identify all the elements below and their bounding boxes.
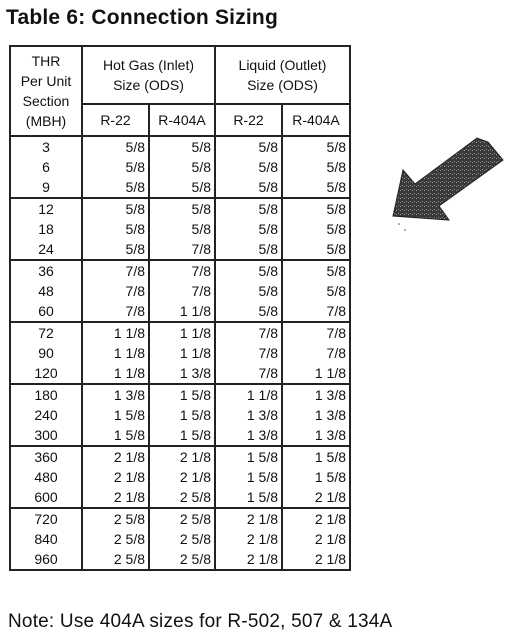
mbh-cell: 60 <box>10 301 82 322</box>
liquid-r22-cell: 5/8 <box>215 157 282 177</box>
hot-gas-r22-cell: 1 1/8 <box>82 363 149 384</box>
mbh-cell: 9 <box>10 177 82 198</box>
hot-gas-r22-cell: 1 5/8 <box>82 425 149 446</box>
mbh-cell: 960 <box>10 549 82 570</box>
hot-gas-r404a-cell: 1 1/8 <box>149 301 215 322</box>
liquid-r22-cell: 7/8 <box>215 322 282 343</box>
liquid-r404a-cell: 5/8 <box>282 281 350 301</box>
liquid-r22-cell: 5/8 <box>215 260 282 281</box>
liquid-r404a-cell: 2 1/8 <box>282 508 350 529</box>
mbh-cell: 3 <box>10 136 82 157</box>
liquid-r404a-cell: 5/8 <box>282 198 350 219</box>
hot-gas-r22-cell: 5/8 <box>82 177 149 198</box>
mbh-cell: 360 <box>10 446 82 467</box>
hot-gas-r404a-cell: 2 5/8 <box>149 549 215 570</box>
hot-gas-r22-cell: 1 1/8 <box>82 322 149 343</box>
subheader-liquid-r404a: R-404A <box>282 104 350 136</box>
liquid-r22-cell: 1 3/8 <box>215 405 282 425</box>
hot-gas-r404a-cell: 5/8 <box>149 136 215 157</box>
liquid-header-line: Size (ODS) <box>247 77 318 94</box>
page-title: Table 6: Connection Sizing <box>6 6 278 29</box>
liquid-r404a-cell: 1 3/8 <box>282 405 350 425</box>
hot-gas-r22-cell: 5/8 <box>82 198 149 219</box>
liquid-r404a-cell: 7/8 <box>282 343 350 363</box>
hot-gas-r404a-cell: 1 3/8 <box>149 363 215 384</box>
liquid-r22-cell: 1 1/8 <box>215 384 282 405</box>
table-row <box>10 363 350 384</box>
table-row <box>10 219 350 239</box>
footnote: Note: Use 404A sizes for R-502, 507 & 134A <box>8 611 393 632</box>
table-row <box>10 529 350 549</box>
hot-gas-r404a-cell: 5/8 <box>149 157 215 177</box>
hot-gas-r22-cell: 7/8 <box>82 301 149 322</box>
mbh-cell: 840 <box>10 529 82 549</box>
hot-gas-r404a-cell: 2 5/8 <box>149 487 215 508</box>
hot-gas-r22-cell: 2 1/8 <box>82 487 149 508</box>
table-row <box>10 446 350 467</box>
hot-gas-r22-cell: 2 5/8 <box>82 508 149 529</box>
hot-gas-r22-cell: 7/8 <box>82 281 149 301</box>
mbh-cell: 240 <box>10 405 82 425</box>
thr-header-line: Per Unit <box>20 73 72 89</box>
liquid-r22-cell: 1 5/8 <box>215 487 282 508</box>
liquid-r404a-cell: 2 1/8 <box>282 487 350 508</box>
mbh-cell: 720 <box>10 508 82 529</box>
hot-gas-r22-cell: 7/8 <box>82 260 149 281</box>
table-row <box>10 301 350 322</box>
hot-gas-r404a-cell: 5/8 <box>149 177 215 198</box>
mbh-cell: 120 <box>10 363 82 384</box>
table-row <box>10 549 350 570</box>
hot-gas-r404a-cell: 5/8 <box>149 219 215 239</box>
table-row <box>10 136 350 157</box>
liquid-r404a-cell: 5/8 <box>282 239 350 260</box>
hot-gas-r22-cell: 1 5/8 <box>82 405 149 425</box>
table-row <box>10 322 350 343</box>
hot-gas-r22-cell: 2 5/8 <box>82 529 149 549</box>
hot-gas-r404a-cell: 1 1/8 <box>149 322 215 343</box>
hot-gas-r22-cell: 1 3/8 <box>82 384 149 405</box>
table-row <box>10 467 350 487</box>
mbh-cell: 90 <box>10 343 82 363</box>
table-row <box>10 157 350 177</box>
table-row <box>10 281 350 301</box>
liquid-r22-cell: 5/8 <box>215 198 282 219</box>
liquid-r22-cell: 7/8 <box>215 363 282 384</box>
table-row <box>10 260 350 281</box>
hot-gas-r22-cell: 5/8 <box>82 219 149 239</box>
mbh-cell: 600 <box>10 487 82 508</box>
liquid-r404a-cell: 1 5/8 <box>282 467 350 487</box>
liquid-r22-cell: 5/8 <box>215 281 282 301</box>
liquid-r404a-cell: 2 1/8 <box>282 549 350 570</box>
mbh-cell: 6 <box>10 157 82 177</box>
table-row <box>10 384 350 405</box>
liquid-r22-cell: 5/8 <box>215 219 282 239</box>
hot-gas-r404a-cell: 1 5/8 <box>149 384 215 405</box>
mbh-cell: 72 <box>10 322 82 343</box>
hot-gas-r404a-cell: 5/8 <box>149 198 215 219</box>
liquid-r22-cell: 2 1/8 <box>215 549 282 570</box>
thr-header-line: (MBH) <box>25 113 67 129</box>
hot-gas-r22-cell: 5/8 <box>82 157 149 177</box>
subheader-hot-gas-r22: R-22 <box>82 104 149 136</box>
subheader-hot-gas-r404a: R-404A <box>149 104 215 136</box>
liquid-r404a-cell: 2 1/8 <box>282 529 350 549</box>
liquid-r22-cell: 5/8 <box>215 239 282 260</box>
liquid-r22-cell: 1 5/8 <box>215 446 282 467</box>
thr-header <box>10 46 82 136</box>
table-row <box>10 177 350 198</box>
liquid-r404a-cell: 5/8 <box>282 219 350 239</box>
hot-gas-r404a-cell: 1 5/8 <box>149 425 215 446</box>
mbh-cell: 480 <box>10 467 82 487</box>
table-row <box>10 487 350 508</box>
liquid-r22-cell: 2 1/8 <box>215 529 282 549</box>
connection-sizing-table <box>9 45 351 571</box>
thr-header-line: THR <box>31 53 61 69</box>
table-row <box>10 508 350 529</box>
hot-gas-r404a-cell: 2 5/8 <box>149 529 215 549</box>
mbh-cell: 24 <box>10 239 82 260</box>
thr-header-line: Section <box>22 93 70 109</box>
hot-gas-r404a-cell: 1 5/8 <box>149 405 215 425</box>
table-row <box>10 343 350 363</box>
liquid-r22-cell: 5/8 <box>215 301 282 322</box>
liquid-header <box>215 46 350 104</box>
table-row <box>10 239 350 260</box>
liquid-r404a-cell: 1 3/8 <box>282 384 350 405</box>
liquid-r22-cell: 5/8 <box>215 177 282 198</box>
hot-gas-r404a-cell: 7/8 <box>149 281 215 301</box>
liquid-header-line: Liquid (Outlet) <box>238 57 327 74</box>
hot-gas-r22-cell: 2 1/8 <box>82 446 149 467</box>
hot-gas-r404a-cell: 2 5/8 <box>149 508 215 529</box>
table-row <box>10 425 350 446</box>
liquid-r404a-cell: 1 1/8 <box>282 363 350 384</box>
subheader-liquid-r22: R-22 <box>215 104 282 136</box>
hot-gas-header <box>82 46 215 104</box>
hot-gas-r22-cell: 2 5/8 <box>82 549 149 570</box>
mbh-cell: 36 <box>10 260 82 281</box>
connection-sizing-table-wrap <box>9 45 349 571</box>
hot-gas-header-line: Size (ODS) <box>113 77 184 94</box>
liquid-r22-cell: 7/8 <box>215 343 282 363</box>
liquid-r404a-cell: 7/8 <box>282 322 350 343</box>
hot-gas-r22-cell: 5/8 <box>82 239 149 260</box>
liquid-r404a-cell: 1 5/8 <box>282 446 350 467</box>
hot-gas-r404a-cell: 1 1/8 <box>149 343 215 363</box>
liquid-r22-cell: 1 5/8 <box>215 467 282 487</box>
table-row <box>10 405 350 425</box>
liquid-r404a-cell: 5/8 <box>282 260 350 281</box>
liquid-r404a-cell: 7/8 <box>282 301 350 322</box>
hot-gas-r22-cell: 1 1/8 <box>82 343 149 363</box>
liquid-r404a-cell: 1 3/8 <box>282 425 350 446</box>
hot-gas-r22-cell: 2 1/8 <box>82 467 149 487</box>
liquid-r22-cell: 1 3/8 <box>215 425 282 446</box>
mbh-cell: 18 <box>10 219 82 239</box>
mbh-cell: 48 <box>10 281 82 301</box>
liquid-r404a-cell: 5/8 <box>282 136 350 157</box>
hot-gas-r22-cell: 5/8 <box>82 136 149 157</box>
arrow-left-icon <box>385 128 505 238</box>
hot-gas-r404a-cell: 2 1/8 <box>149 467 215 487</box>
mbh-cell: 300 <box>10 425 82 446</box>
hot-gas-header-line: Hot Gas (Inlet) <box>102 57 195 74</box>
liquid-r22-cell: 2 1/8 <box>215 508 282 529</box>
liquid-r404a-cell: 5/8 <box>282 177 350 198</box>
mbh-cell: 12 <box>10 198 82 219</box>
hot-gas-r404a-cell: 7/8 <box>149 239 215 260</box>
hot-gas-r404a-cell: 7/8 <box>149 260 215 281</box>
table-row <box>10 198 350 219</box>
liquid-r22-cell: 5/8 <box>215 136 282 157</box>
hot-gas-r404a-cell: 2 1/8 <box>149 446 215 467</box>
mbh-cell: 180 <box>10 384 82 405</box>
liquid-r404a-cell: 5/8 <box>282 157 350 177</box>
